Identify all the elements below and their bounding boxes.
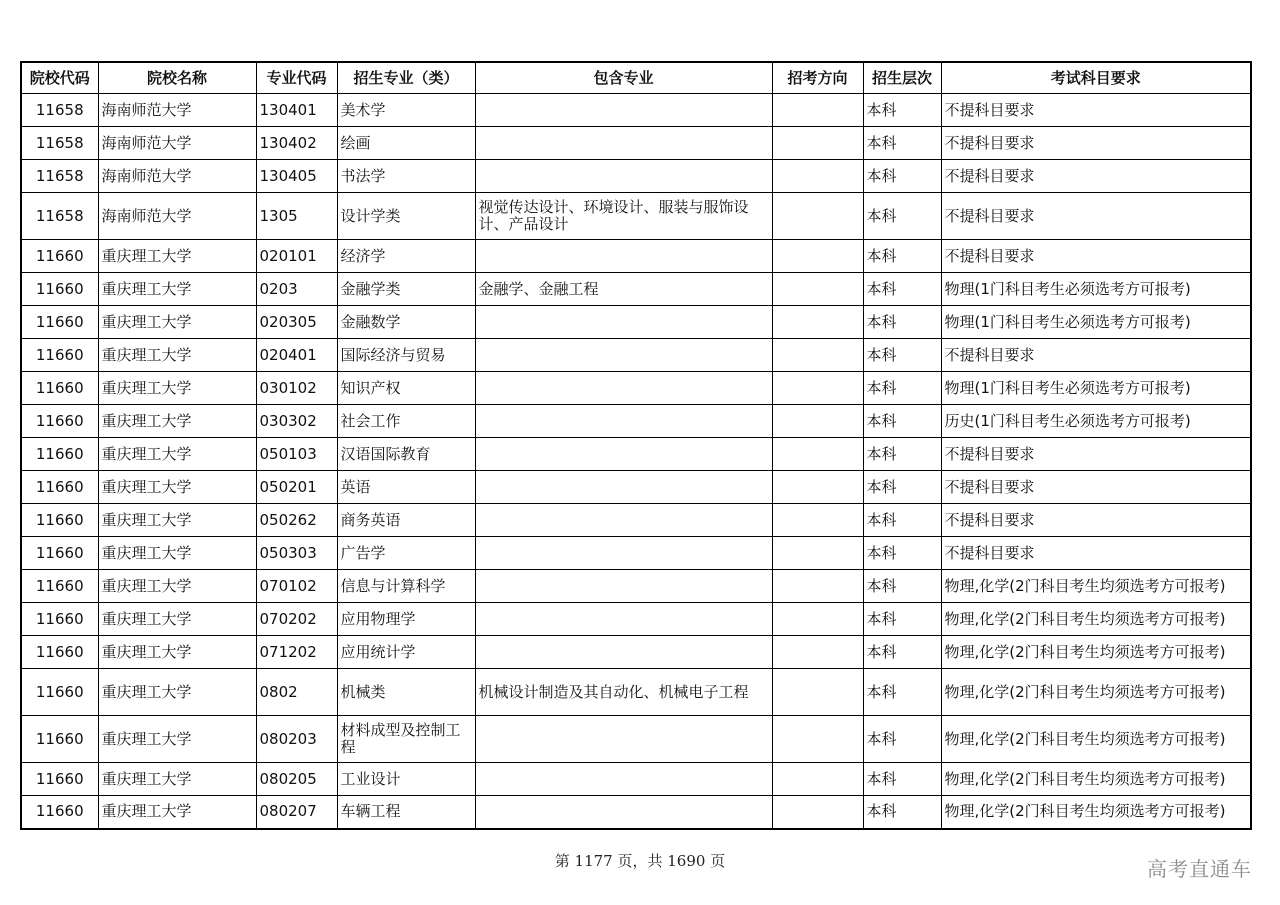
- table-cell: 1305: [256, 193, 337, 240]
- table-cell: 11660: [21, 240, 98, 273]
- table-cell: 社会工作: [337, 405, 475, 438]
- table-cell: 重庆理工大学: [98, 603, 256, 636]
- table-cell: 海南师范大学: [98, 193, 256, 240]
- table-cell: 物理,化学(2门科目考生均须选考方可报考): [941, 603, 1251, 636]
- table-cell: [475, 603, 772, 636]
- table-row: [21, 504, 1251, 537]
- table-cell: [772, 763, 863, 796]
- table-cell: 11660: [21, 716, 98, 763]
- table-cell: [475, 763, 772, 796]
- table-cell: [475, 127, 772, 160]
- table-cell: 应用统计学: [337, 636, 475, 669]
- header-cell: 招生层次: [863, 62, 941, 94]
- table-cell: 物理,化学(2门科目考生均须选考方可报考): [941, 763, 1251, 796]
- page-number: 第 1177 页，共 1690 页: [554, 852, 726, 870]
- table-cell: 本科: [863, 273, 941, 306]
- table-cell: 070102: [256, 570, 337, 603]
- table-cell: [772, 127, 863, 160]
- table-cell: 海南师范大学: [98, 160, 256, 193]
- table-cell: 汉语国际教育: [337, 438, 475, 471]
- table-cell: 本科: [863, 240, 941, 273]
- table-cell: 本科: [863, 372, 941, 405]
- table-cell: [772, 570, 863, 603]
- header-cell: 招考方向: [772, 62, 863, 94]
- table-cell: 历史(1门科目考生必须选考方可报考): [941, 405, 1251, 438]
- table-cell: 030102: [256, 372, 337, 405]
- table-cell: 本科: [863, 763, 941, 796]
- table-cell: 本科: [863, 160, 941, 193]
- table-cell: 本科: [863, 339, 941, 372]
- table-cell: [475, 339, 772, 372]
- table-cell: 11660: [21, 763, 98, 796]
- table-row: [21, 193, 1251, 240]
- table-cell: 050262: [256, 504, 337, 537]
- table-cell: 本科: [863, 94, 941, 127]
- table-cell: 重庆理工大学: [98, 306, 256, 339]
- table-cell: 不提科目要求: [941, 160, 1251, 193]
- table-row: [21, 339, 1251, 372]
- table-cell: 11658: [21, 94, 98, 127]
- header-cell: 包含专业: [475, 62, 772, 94]
- table-cell: 本科: [863, 405, 941, 438]
- table-cell: 070202: [256, 603, 337, 636]
- table-cell: 020101: [256, 240, 337, 273]
- table-cell: 不提科目要求: [941, 127, 1251, 160]
- table-cell: 物理(1门科目考生必须选考方可报考): [941, 273, 1251, 306]
- table-cell: 本科: [863, 796, 941, 829]
- table-cell: [772, 306, 863, 339]
- table-cell: 工业设计: [337, 763, 475, 796]
- header-cell: 院校代码: [21, 62, 98, 94]
- table-cell: 11660: [21, 504, 98, 537]
- table-cell: 本科: [863, 471, 941, 504]
- header-row: [21, 62, 1251, 94]
- table-cell: [475, 504, 772, 537]
- table-cell: 物理,化学(2门科目考生均须选考方可报考): [941, 796, 1251, 829]
- table-row: [21, 669, 1251, 716]
- table-row: [21, 240, 1251, 273]
- table-cell: 11660: [21, 471, 98, 504]
- table-cell: 不提科目要求: [941, 537, 1251, 570]
- table-cell: [475, 438, 772, 471]
- table-cell: [772, 193, 863, 240]
- table-cell: 绘画: [337, 127, 475, 160]
- table-cell: 本科: [863, 570, 941, 603]
- table-cell: 本科: [863, 127, 941, 160]
- table-cell: 重庆理工大学: [98, 240, 256, 273]
- table-cell: 重庆理工大学: [98, 716, 256, 763]
- table-cell: 不提科目要求: [941, 471, 1251, 504]
- table-cell: 不提科目要求: [941, 504, 1251, 537]
- table-cell: 重庆理工大学: [98, 273, 256, 306]
- table-cell: 11660: [21, 306, 98, 339]
- table-cell: [772, 94, 863, 127]
- table-row: [21, 796, 1251, 829]
- table-row: [21, 405, 1251, 438]
- table-cell: 0203: [256, 273, 337, 306]
- table-cell: [772, 796, 863, 829]
- table-cell: 071202: [256, 636, 337, 669]
- table-row: [21, 603, 1251, 636]
- table-cell: 金融学、金融工程: [475, 273, 772, 306]
- table-cell: 不提科目要求: [941, 94, 1251, 127]
- table-cell: 经济学: [337, 240, 475, 273]
- table-cell: [475, 405, 772, 438]
- table-cell: 本科: [863, 537, 941, 570]
- table-row: [21, 763, 1251, 796]
- watermark: 高考直通车: [1147, 857, 1252, 881]
- table-cell: 11660: [21, 636, 98, 669]
- table-cell: 11658: [21, 127, 98, 160]
- table-cell: 本科: [863, 636, 941, 669]
- table-cell: 11660: [21, 405, 98, 438]
- table-cell: 11660: [21, 796, 98, 829]
- table-cell: 重庆理工大学: [98, 796, 256, 829]
- table-cell: 080203: [256, 716, 337, 763]
- table-cell: 050201: [256, 471, 337, 504]
- table-cell: 11660: [21, 273, 98, 306]
- table-cell: 物理,化学(2门科目考生均须选考方可报考): [941, 570, 1251, 603]
- table-cell: [475, 240, 772, 273]
- table-cell: 车辆工程: [337, 796, 475, 829]
- table-cell: 海南师范大学: [98, 127, 256, 160]
- table-cell: [475, 636, 772, 669]
- table-cell: 不提科目要求: [941, 438, 1251, 471]
- table-cell: [772, 716, 863, 763]
- table-cell: [475, 372, 772, 405]
- table-cell: [772, 471, 863, 504]
- table-row: [21, 94, 1251, 127]
- table-cell: [772, 636, 863, 669]
- table-cell: 130402: [256, 127, 337, 160]
- table-row: [21, 716, 1251, 763]
- table-cell: 080205: [256, 763, 337, 796]
- table-cell: 本科: [863, 669, 941, 716]
- table-cell: 11660: [21, 570, 98, 603]
- table-cell: 本科: [863, 306, 941, 339]
- table-cell: 海南师范大学: [98, 94, 256, 127]
- table-cell: 030302: [256, 405, 337, 438]
- table-cell: 不提科目要求: [941, 240, 1251, 273]
- table-cell: 050103: [256, 438, 337, 471]
- table-row: [21, 160, 1251, 193]
- table-cell: 020305: [256, 306, 337, 339]
- table-cell: [475, 306, 772, 339]
- table-cell: 不提科目要求: [941, 339, 1251, 372]
- table-cell: 本科: [863, 504, 941, 537]
- table-cell: 11660: [21, 669, 98, 716]
- table-cell: 重庆理工大学: [98, 339, 256, 372]
- table-cell: 机械设计制造及其自动化、机械电子工程: [475, 669, 772, 716]
- table-cell: 重庆理工大学: [98, 405, 256, 438]
- table-cell: [772, 537, 863, 570]
- table-row: [21, 537, 1251, 570]
- table-cell: 金融数学: [337, 306, 475, 339]
- table-cell: 11660: [21, 339, 98, 372]
- table-cell: 广告学: [337, 537, 475, 570]
- table-cell: [772, 669, 863, 716]
- table-cell: [772, 160, 863, 193]
- table-cell: 应用物理学: [337, 603, 475, 636]
- table-cell: 11660: [21, 603, 98, 636]
- table-cell: 重庆理工大学: [98, 636, 256, 669]
- table-cell: 0802: [256, 669, 337, 716]
- admission-table: [20, 61, 1252, 830]
- table-cell: 重庆理工大学: [98, 438, 256, 471]
- table-cell: 020401: [256, 339, 337, 372]
- header-cell: 招生专业（类）: [337, 62, 475, 94]
- table-cell: [772, 504, 863, 537]
- table-cell: 本科: [863, 716, 941, 763]
- table-cell: 知识产权: [337, 372, 475, 405]
- table-cell: 11658: [21, 160, 98, 193]
- table-cell: 英语: [337, 471, 475, 504]
- table-cell: 重庆理工大学: [98, 504, 256, 537]
- table-cell: 080207: [256, 796, 337, 829]
- table-cell: 不提科目要求: [941, 193, 1251, 240]
- table-cell: 050303: [256, 537, 337, 570]
- table-cell: 重庆理工大学: [98, 763, 256, 796]
- table-cell: 11658: [21, 193, 98, 240]
- table-cell: 本科: [863, 193, 941, 240]
- table-cell: 物理,化学(2门科目考生均须选考方可报考): [941, 636, 1251, 669]
- table-cell: 重庆理工大学: [98, 372, 256, 405]
- table-cell: 书法学: [337, 160, 475, 193]
- header-cell: 考试科目要求: [941, 62, 1251, 94]
- table-row: [21, 570, 1251, 603]
- table-cell: 美术学: [337, 94, 475, 127]
- table-cell: 视觉传达设计、环境设计、服装与服饰设计、产品设计: [475, 193, 772, 240]
- table-cell: 信息与计算科学: [337, 570, 475, 603]
- table-cell: 重庆理工大学: [98, 669, 256, 716]
- table-cell: [772, 240, 863, 273]
- table-cell: [475, 570, 772, 603]
- table-cell: 130405: [256, 160, 337, 193]
- table-cell: [475, 94, 772, 127]
- table-row: [21, 306, 1251, 339]
- table-row: [21, 273, 1251, 306]
- table-cell: [772, 339, 863, 372]
- table-cell: 本科: [863, 438, 941, 471]
- table-cell: 金融学类: [337, 273, 475, 306]
- table-row: [21, 438, 1251, 471]
- table-cell: 130401: [256, 94, 337, 127]
- table-row: [21, 636, 1251, 669]
- table-cell: [772, 603, 863, 636]
- table-cell: 物理(1门科目考生必须选考方可报考): [941, 306, 1251, 339]
- table-cell: 重庆理工大学: [98, 570, 256, 603]
- table-cell: 11660: [21, 372, 98, 405]
- table-cell: [475, 537, 772, 570]
- table-cell: [772, 372, 863, 405]
- table-row: [21, 127, 1251, 160]
- table-cell: [475, 471, 772, 504]
- table-cell: 重庆理工大学: [98, 537, 256, 570]
- table-row: [21, 372, 1251, 405]
- header-cell: 专业代码: [256, 62, 337, 94]
- table-cell: 重庆理工大学: [98, 471, 256, 504]
- table-cell: 11660: [21, 438, 98, 471]
- table-cell: [772, 405, 863, 438]
- table-body: [21, 94, 1251, 829]
- table-cell: [772, 273, 863, 306]
- table-cell: 设计学类: [337, 193, 475, 240]
- table-row: [21, 471, 1251, 504]
- table-cell: [475, 796, 772, 829]
- table-cell: 物理,化学(2门科目考生均须选考方可报考): [941, 716, 1251, 763]
- table-cell: 物理(1门科目考生必须选考方可报考): [941, 372, 1251, 405]
- table-cell: 11660: [21, 537, 98, 570]
- table-cell: [475, 716, 772, 763]
- table-cell: 物理,化学(2门科目考生均须选考方可报考): [941, 669, 1251, 716]
- header-cell: 院校名称: [98, 62, 256, 94]
- table-cell: 商务英语: [337, 504, 475, 537]
- table-cell: 材料成型及控制工程: [337, 716, 475, 763]
- table-cell: 本科: [863, 603, 941, 636]
- table-cell: [475, 160, 772, 193]
- table-cell: [772, 438, 863, 471]
- table-cell: 国际经济与贸易: [337, 339, 475, 372]
- table-cell: 机械类: [337, 669, 475, 716]
